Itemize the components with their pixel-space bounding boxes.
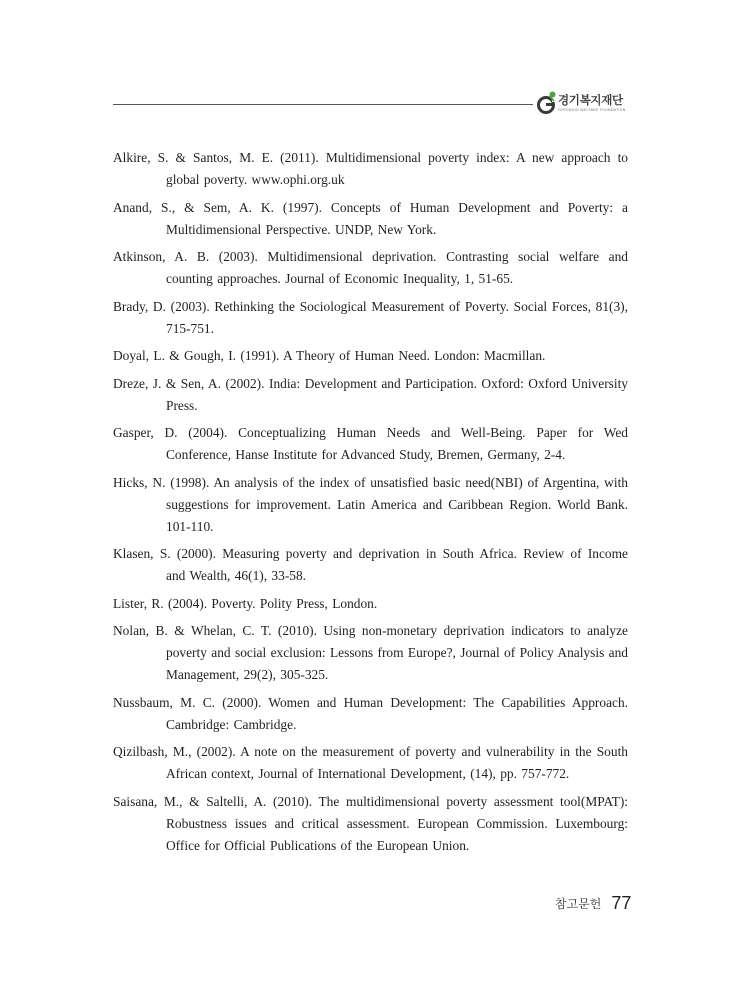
reference-item: Anand, S., & Sem, A. K. (1997). Concepts of Human Development and Poverty: a Multidimensional Perspective. UNDP, New York.	[113, 199, 628, 237]
reference-item: Alkire, S. & Santos, M. E. (2011). Multidimensional poverty index: A new approach to global poverty. www.ophi.org.uk	[113, 150, 628, 187]
header-rule	[113, 104, 533, 105]
reference-item: Qizilbash, M., (2002). A note on the measurement of poverty and vulnerability in the South African context, Journal of International Development, (14), pp. 757-772.	[113, 744, 628, 781]
reference-item: Brady, D. (2003). Rethinking the Sociological Measurement of Poverty. Social Forces, 81(3), 715-751.	[113, 298, 628, 336]
reference-list	[113, 147, 628, 862]
page-footer	[555, 893, 631, 917]
logo-subtext: GYEONGGI WELFARE FOUNDATION	[558, 108, 626, 112]
reference-item: Nolan, B. & Whelan, C. T. (2010). Using non-monetary deprivation indicators to analyze poverty and social exclusion: Lessons from Europe?, Journal of Policy Analysis and Management, 29(2), 305-325.	[113, 623, 628, 682]
section-label: 참고문헌	[555, 897, 602, 911]
foundation-logo	[536, 90, 636, 118]
reference-item: Dreze, J. & Sen, A. (2002). India: Development and Participation. Oxford: Oxford University Press.	[113, 375, 628, 413]
reference-item: Atkinson, A. B. (2003). Multidimensional deprivation. Contrasting social welfare and counting approaches. Journal of Economic Inequality, 1, 51-65.	[113, 249, 628, 286]
reference-item: Klasen, S. (2000). Measuring poverty and deprivation in South Africa. Review of Income and Wealth, 46(1), 33-58.	[113, 546, 628, 583]
reference-item: Saisana, M., & Saltelli, A. (2010). The multidimensional poverty assessment tool(MPAT): Robustness issues and critical assessment. European Commission. Luxembourg: Office for Official Publications of the European Union.	[113, 793, 628, 853]
reference-item: Doyal, L. & Gough, I. (1991). A Theory of Human Need. London: Macmillan.	[113, 348, 546, 363]
reference-item: Hicks, N. (1998). An analysis of the index of unsatisfied basic need(NBI) of Argentina, with suggestions for improvement. Latin America and Caribbean Region. World Bank. 101-110.	[113, 474, 628, 534]
logo-text: 경기복지재단	[558, 93, 623, 107]
reference-item: Lister, R. (2004). Poverty. Polity Press, London.	[113, 595, 378, 611]
reference-item: Nussbaum, M. C. (2000). Women and Human Development: The Capabilities Approach. Cambridge: Cambridge.	[113, 694, 628, 732]
reference-item: Gasper, D. (2004). Conceptualizing Human Needs and Well-Being. Paper for Wed Conference, Hanse Institute for Advanced Study, Bremen, Germany, 2-4.	[113, 425, 628, 462]
logo-mark-icon	[536, 90, 558, 116]
page-number: 77	[611, 893, 632, 913]
